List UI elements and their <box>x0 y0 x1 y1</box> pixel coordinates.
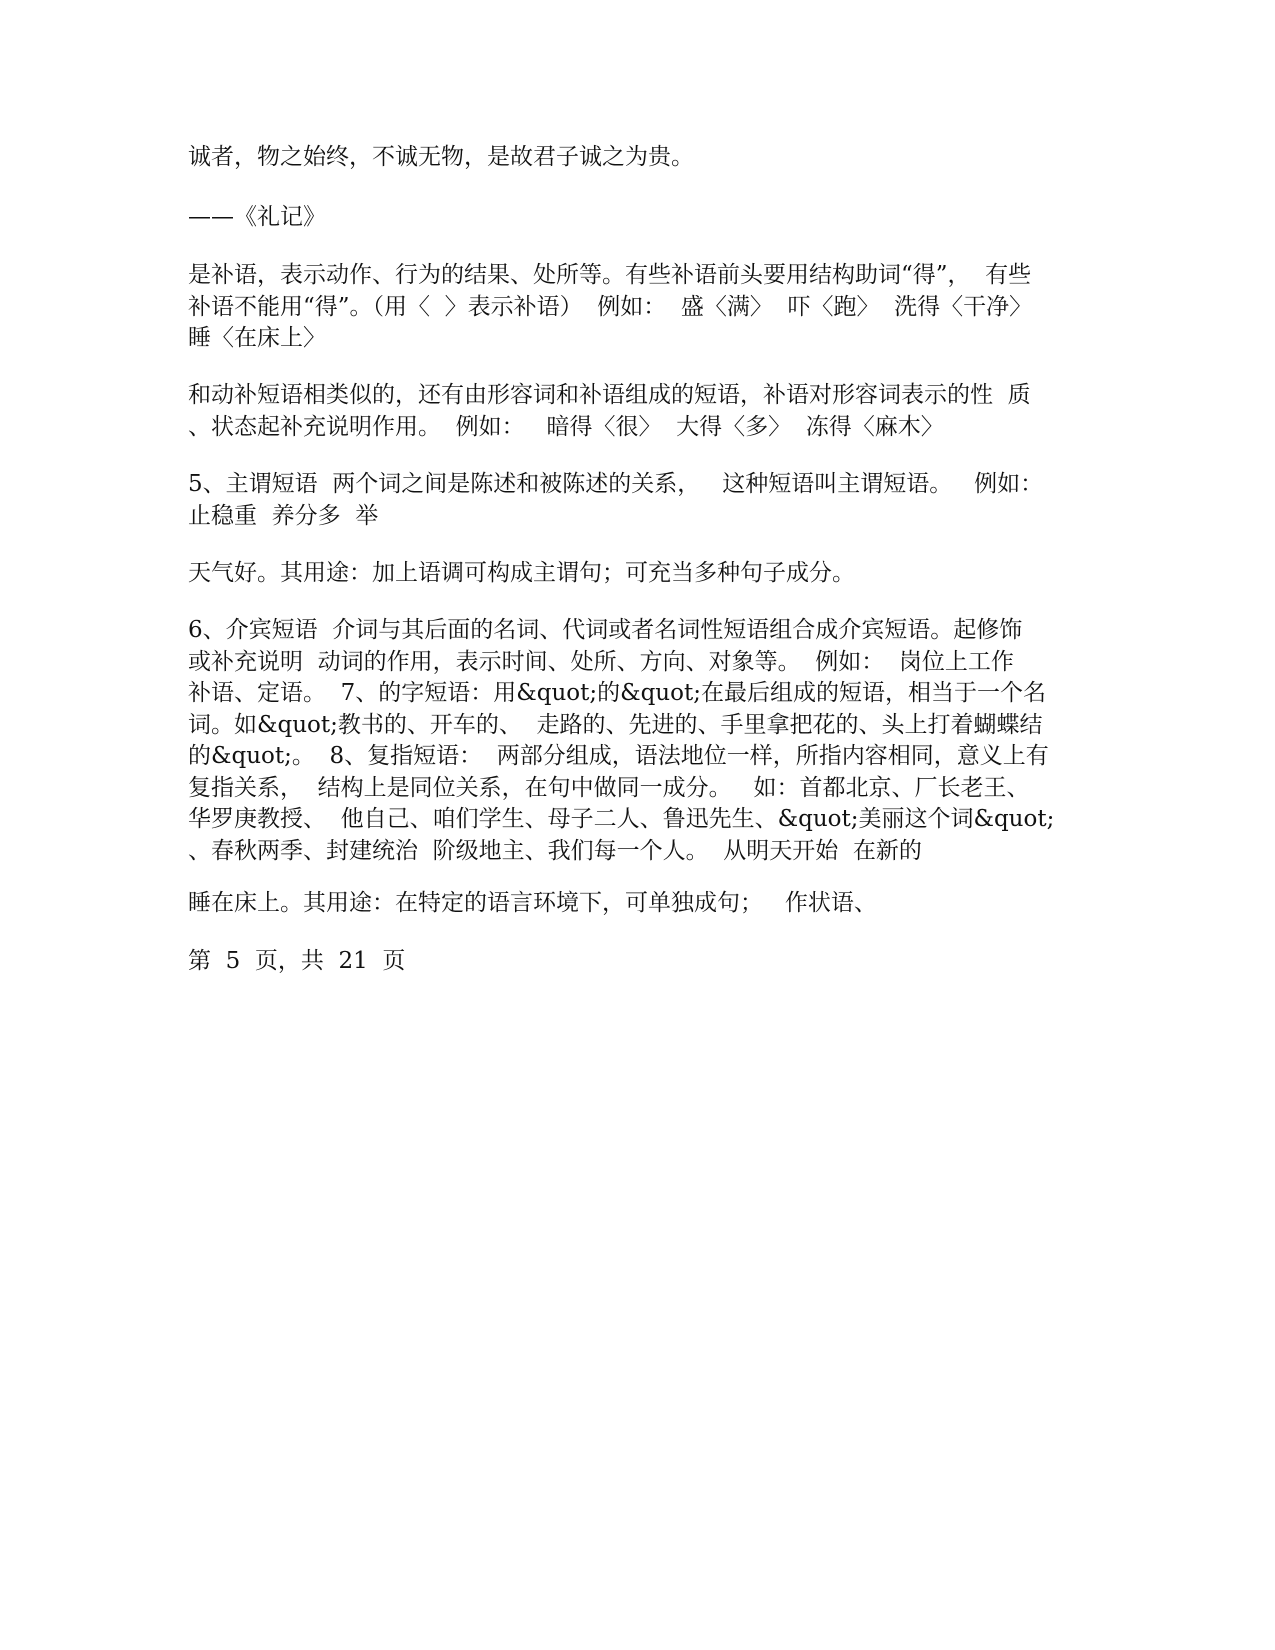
quote-line: 诚者，物之始终，不诚无物，是故君子诚之为贵。 <box>188 144 694 170</box>
paragraph-complement <box>188 260 1088 355</box>
text-line: 、春秋两季、封建统治 阶级地主、我们每一个人。 从明天开始 在新的 <box>188 837 922 864</box>
text-line: 睡在床上。其用途：在特定的语言环境下，可单独成句； 作状语、 <box>188 890 877 916</box>
page-number: 第 5 页，共 21 页 <box>188 948 406 974</box>
paragraph-prepositional <box>188 615 1088 867</box>
paragraph-usage <box>188 558 1088 590</box>
quote-attribution <box>188 202 1088 234</box>
text-line: 或补充说明 动词的作用，表示时间、处所、方向、对象等。 例如： 岗位上工作 <box>188 648 1014 675</box>
text-line: 是补语，表示动作、行为的结果、处所等。有些补语前头要用结构助词“得”， 有些 <box>188 262 1032 288</box>
paragraph-standalone <box>188 888 1088 920</box>
text-line: 天气好。其用途：加上语调可构成主谓句；可充当多种句子成分。 <box>188 560 855 586</box>
text-line: 6、介宾短语 介词与其后面的名词、代词或者名词性短语组合成介宾短语。起修饰 <box>188 617 1023 643</box>
attribution-line: ——《礼记》 <box>188 204 326 230</box>
text-line: 补语、定语。 7、的字短语：用&quot;的&quot;在最后组成的短语，相当于一个名 <box>188 680 1046 706</box>
text-line: 词。如&quot;教书的、开车的、 走路的、先进的、手里拿把花的、头上打着蝴蝶结 <box>188 711 1043 738</box>
text-line: 止稳重 养分多 举 <box>188 502 379 529</box>
page-footer <box>188 946 1088 978</box>
text-line: 补语不能用“得”。（用〈 〉表示补语） 例如： 盛〈满〉 吓〈跑〉 洗得〈干净〉 <box>188 293 1033 320</box>
text-line: 5、主谓短语 两个词之间是陈述和被陈述的关系， 这种短语叫主谓短语。 例如： <box>188 471 1044 497</box>
text-line: 、状态起补充说明作用。 例如： 暗得〈很〉 大得〈多〉 冻得〈麻木〉 <box>188 413 944 440</box>
paragraph-adjective-complement <box>188 380 1088 443</box>
paragraph-subject-predicate <box>188 469 1088 532</box>
text-line: 复指关系， 结构上是同位关系，在句中做同一成分。 如：首都北京、厂长老王、 <box>188 774 1030 801</box>
text-line: 和动补短语相类似的，还有由形容词和补语组成的短语，补语对形容词表示的性 质 <box>188 382 1031 408</box>
text-line: 的&quot;。 8、复指短语： 两部分组成，语法地位一样，所指内容相同，意义上有 <box>188 743 1049 769</box>
text-line: 华罗庚教授、 他自己、咱们学生、母子二人、鲁迅先生、&quot;美丽这个词&quot; <box>188 806 1055 832</box>
quote-text <box>188 142 1088 174</box>
text-line: 睡〈在床上〉 <box>188 325 326 351</box>
